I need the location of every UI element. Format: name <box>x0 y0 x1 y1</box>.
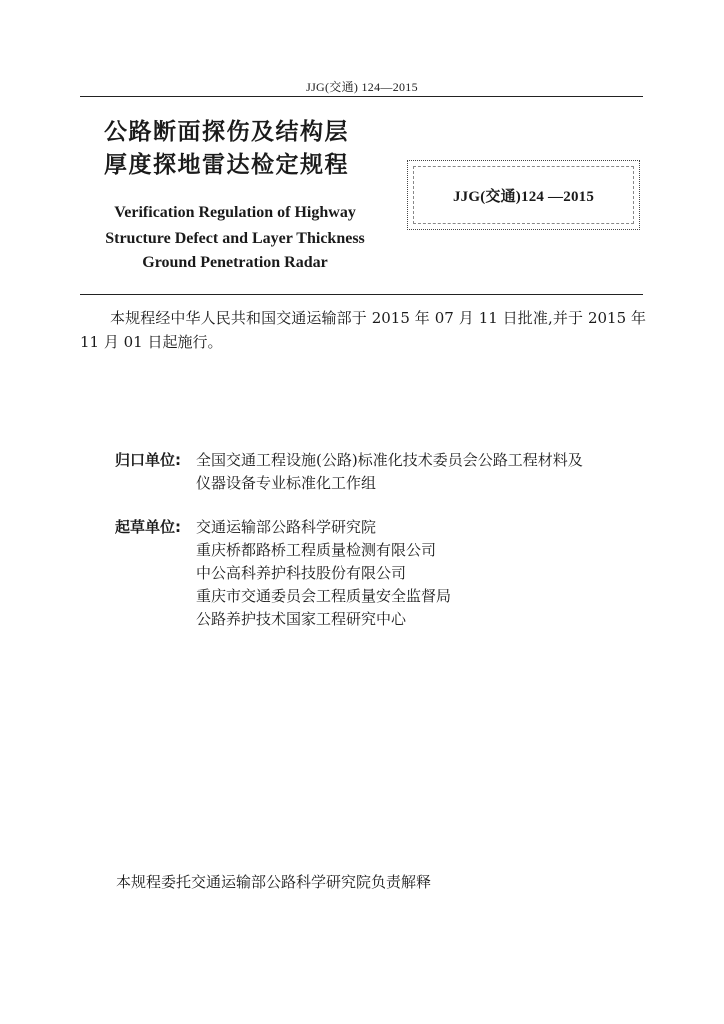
standard-code-box <box>407 160 640 230</box>
responsible-unit-label: 归口单位: <box>115 451 181 469</box>
list-item: 中公高科养护科技股份有限公司 <box>196 564 407 582</box>
drafting-units-label: 起草单位: <box>115 518 181 536</box>
english-title-line-1: Verification Regulation of Highway <box>114 204 356 221</box>
list-item: 交通运输部公路科学研究院 <box>196 518 377 536</box>
list-item: 重庆桥都路桥工程质量检测有限公司 <box>196 541 437 559</box>
chinese-title-line-2: 厚度探地雷达检定规程 <box>104 152 349 178</box>
english-title-line-2: Structure Defect and Layer Thickness <box>105 230 365 247</box>
english-title-line-3: Ground Penetration Radar <box>142 254 328 271</box>
list-item: 重庆市交通委员会工程质量安全监督局 <box>196 587 452 605</box>
responsible-unit-line-1: 全国交通工程设施(公路)标准化技术委员会公路工程材料及 <box>196 451 583 469</box>
standard-code: JJG(交通)124 —2015 <box>452 188 595 205</box>
interpretation-note: 本规程委托交通运输部公路科学研究院负责解释 <box>116 873 432 891</box>
running-header: JJG(交通) 124—2015 <box>306 80 418 94</box>
drafting-units-list <box>196 516 646 631</box>
title-divider-rule <box>80 294 643 295</box>
header-rule <box>80 96 643 97</box>
approval-statement: 本规程经中华人民共和国交通运输部于 2015 年 07 月 11 日批准,并于 2015 年 11 月 01 日起施行。 <box>80 309 646 351</box>
list-item: 公路养护技术国家工程研究中心 <box>196 610 407 628</box>
responsible-unit-line-2: 仪器设备专业标准化工作组 <box>196 474 377 492</box>
chinese-title-line-1: 公路断面探伤及结构层 <box>104 119 349 145</box>
